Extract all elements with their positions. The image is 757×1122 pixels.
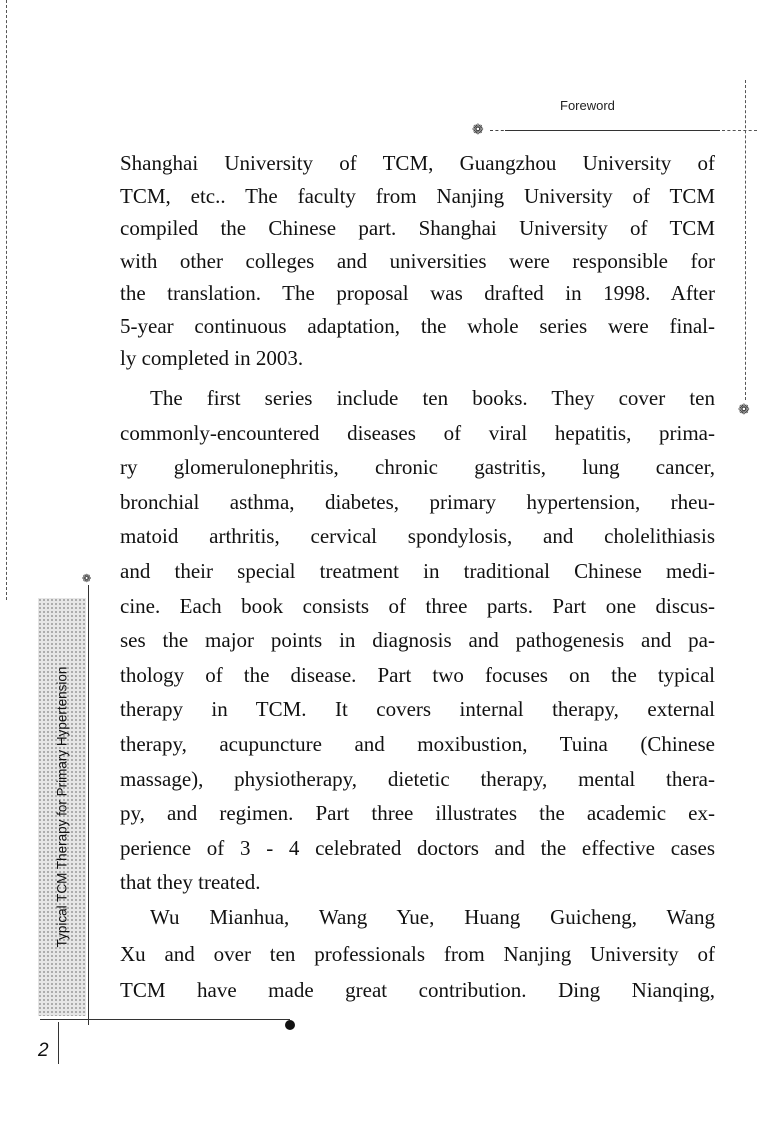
crop-mark-left — [6, 0, 7, 600]
text-line: compiled the Chinese part. Shanghai University of TCM — [120, 216, 715, 240]
text-line: therapy in TCM. It covers internal therapy, external — [120, 697, 715, 722]
text-line: with other colleges and universities were responsible for — [120, 248, 715, 273]
text-line: commonly-encountered diseases of viral hepatitis, prima- — [120, 420, 715, 445]
footer-dot-icon — [285, 1020, 295, 1030]
text-line: Shanghai University of TCM, Guangzhou University of — [120, 151, 715, 175]
text-line: Xu and over ten professionals from Nanjing University of — [120, 941, 715, 966]
text-line: bronchial asthma, diabetes, primary hypertension, rheu- — [120, 489, 715, 514]
text-line: The first series include ten books. They cover ten — [150, 386, 715, 410]
text-line: Wu Mianhua, Wang Yue, Huang Guicheng, Wang — [150, 905, 715, 929]
ornament-icon: ❁ — [82, 573, 92, 585]
ornament-icon: ❁ — [738, 403, 750, 418]
footer-rule — [40, 1019, 290, 1020]
paragraph — [120, 899, 715, 1009]
text-line: the translation. The proposal was drafted in 1998. After — [120, 281, 715, 305]
side-rule — [88, 585, 89, 1025]
text-line: TCM, etc.. The faculty from Nanjing University of TCM — [120, 183, 715, 208]
text-line: perience of 3 - 4 celebrated doctors and the effective cases — [120, 835, 715, 860]
running-head: Foreword — [560, 98, 615, 113]
header-rule — [505, 130, 720, 131]
text-line: cine. Each book consists of three parts. Part one discus- — [120, 593, 715, 618]
text-line: ly completed in 2003. — [120, 346, 304, 370]
text-line: py, and regimen. Part three illustrates the academic ex- — [120, 801, 715, 826]
text-line: that they treated. — [120, 870, 261, 895]
text-line: thology of the disease. Part two focuses on the typical — [120, 662, 715, 687]
ornament-icon: ❁ — [472, 123, 484, 138]
side-tab-title: Typical TCM Therapy for Primary Hypertension — [54, 666, 70, 948]
text-line: ry glomerulonephritis, chronic gastritis, lung cancer, — [120, 455, 715, 480]
crop-mark-right — [745, 80, 746, 400]
text-line: and their special treatment in traditional Chinese medi- — [120, 558, 715, 583]
text-line: TCM have made great contribution. Ding Nianqing, — [120, 978, 715, 1002]
page-number-rule — [58, 1022, 59, 1064]
text-line: therapy, acupuncture and moxibustion, Tuina (Chinese — [120, 731, 715, 756]
text-line: massage), physiotherapy, dietetic therapy, mental thera- — [120, 766, 715, 791]
paragraph — [120, 381, 715, 900]
text-line: ses the major points in diagnosis and pathogenesis and pa- — [120, 628, 715, 653]
paragraph — [120, 147, 715, 375]
text-line: matoid arthritis, cervical spondylosis, and cholelithiasis — [120, 524, 715, 549]
text-line: 5-year continuous adaptation, the whole series were final- — [120, 313, 715, 338]
page-number: 2 — [38, 1040, 49, 1061]
crop-mark-right-horizontal — [722, 130, 757, 131]
